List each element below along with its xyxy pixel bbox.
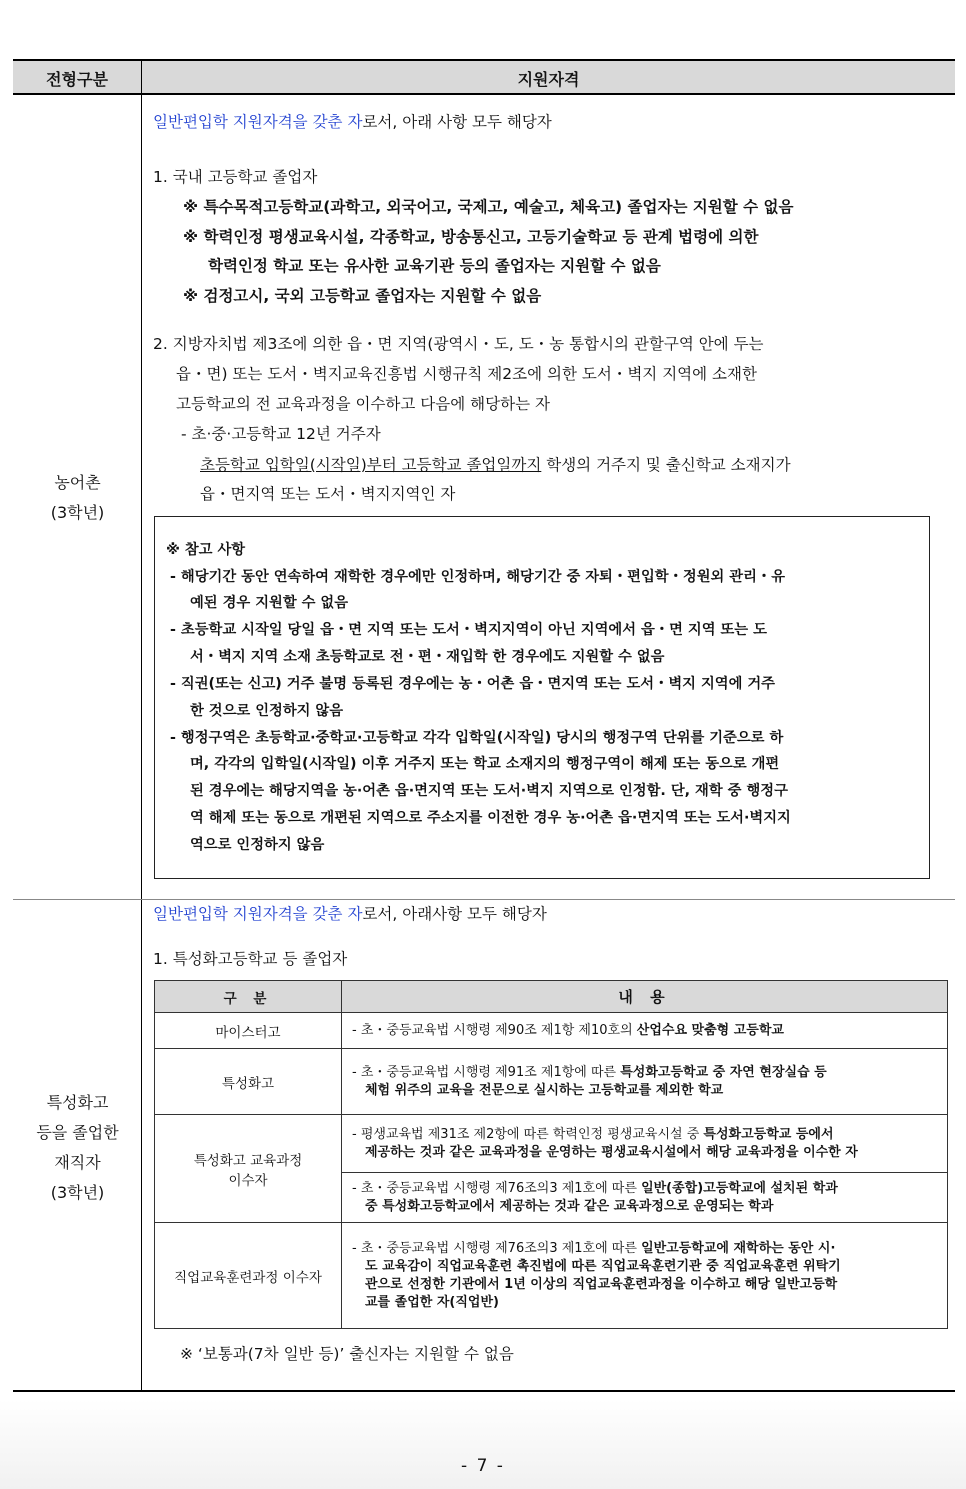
section1-item1-note: ※ 학력인정 평생교육시설, 각종학교, 방송통신고, 고등기술학교 등 관계 법령에 의한: [183, 228, 759, 246]
note-line: 한 것으로 인정하지 않음: [190, 703, 344, 719]
section1-item2-line: 읍・면) 또는 도서・벽지교육진흥법 시행규칙 제2조에 의한 도서・벽지 지역에 소재한: [176, 365, 757, 383]
section-divider: [13, 899, 955, 900]
section1-item2-line: - 초·중·고등학교 12년 거주자: [181, 425, 381, 443]
table-top-border: [13, 59, 955, 61]
note-line: 역 해제 또는 동으로 개편된 지역으로 주소지를 이전한 경우 농·어촌 읍·면지역 또는 도서·벽지지: [190, 810, 791, 826]
row-content: - 초・중등교육법 시행령 제76조의3 제1호에 따른 일반(종합)고등학교에 설치된 학과 중 특성화고등학교에서 제공하는 것과 같은 교육과정으로 운영되는 학과: [342, 1173, 948, 1223]
section1-item1-note: ※ 검정고시, 국외 고등학교 졸업자는 지원할 수 없음: [183, 287, 542, 305]
note-line: 서・벽지 지역 소재 초등학교로 전・편・재입학 한 경우에도 지원할 수 없음: [190, 649, 665, 665]
row-content: - 평생교육법 제31조 제2항에 따른 학력인정 평생교육시설 중 특성화고등학교 등에서 제공하는 것과 같은 교육과정을 운영하는 평생교육시설에서 해당 교육과정을 이수한 자: [342, 1115, 948, 1173]
section1-item2-last: 읍・면지역 또는 도서・벽지지역인 자: [200, 485, 456, 503]
section1-intro: 일반편입학 지원자격을 갖춘 자로서, 아래 사항 모두 해당자: [153, 113, 552, 131]
table-header-content: 내 용: [342, 981, 948, 1013]
table-row: [155, 1049, 948, 1115]
note-title: ※ 참고 사항: [166, 542, 246, 558]
specialized-school-table: [154, 980, 948, 1329]
section1-item2-line: 고등학교의 전 교육과정을 이수하고 다음에 해당하는 자: [176, 395, 550, 413]
row-content: - 초・중등교육법 시행령 제90조 제1항 제10호의 산업수요 맞춤형 고등학교: [342, 1013, 948, 1049]
header-col-qualification: 지원자격: [517, 70, 580, 89]
section2-item1-title: 1. 특성화고등학교 등 졸업자: [153, 950, 348, 968]
table-row: [155, 1115, 948, 1173]
section1-item1-note: ※ 특수목적고등학교(과학고, 외국어고, 국제고, 예술고, 체육고) 졸업자는 지원할 수 없음: [183, 198, 794, 216]
section1-item2-underline-line: 초등학교 입학일(시작일)부터 고등학교 졸업일까지 학생의 거주지 및 출신학교 소재지가: [200, 456, 791, 474]
note-line: 된 경우에는 해당지역을 농·어촌 읍·면지역 또는 도서·벽지 지역으로 인정함. 단, 재학 중 행정구: [190, 783, 788, 799]
table-bottom-border: [13, 1390, 955, 1392]
section1-item2-line: 2. 지방자치법 제3조에 의한 읍・면 지역(광역시・도, 도・농 통합시의 관할구역 안에 두는: [153, 335, 764, 353]
note-line: 예된 경우 지원할 수 없음: [190, 595, 349, 611]
section2-footnote: ※ ‘보통과(7차 일반 등)’ 출신자는 지원할 수 없음: [180, 1345, 514, 1363]
page-number: - 7 -: [461, 1456, 505, 1476]
section2-intro: 일반편입학 지원자격을 갖춘 자로서, 아래사항 모두 해당자: [153, 905, 547, 923]
note-line: 역으로 인정하지 않음: [190, 837, 325, 853]
header-col-category: 전형구분: [46, 70, 108, 89]
row-label: 특성화고: [155, 1049, 342, 1115]
header-bottom-border: [13, 93, 955, 95]
row-label: 특성화고 교육과정 이수자: [155, 1115, 342, 1223]
note-line: - 초등학교 시작일 당일 읍・면 지역 또는 도서・벽지지역이 아닌 지역에서 읍・면 지역 또는 도: [170, 622, 767, 638]
row-content: - 초・중등교육법 시행령 제91조 제1항에 따른 특성화고등학교 중 자연 현장실습 등 체험 위주의 교육을 전문으로 실시하는 고등학교를 제외한 학교: [342, 1049, 948, 1115]
table-row: [155, 1223, 948, 1329]
category-rural: 농어촌 (3학년): [50, 473, 105, 522]
row-content: - 초・중등교육법 시행령 제76조의3 제1호에 따른 일반고등학교에 재학하는 동안 시· 도 교육감이 직업교육훈련 촉진법에 따른 직업교육훈련기관 중 직업교육훈련 위탁기 관으로 선정한 기관에서 1년 이상의 직업교육훈련과정을 이수하고 해당 일반고등학 교를 졸업한 자(직업반): [342, 1223, 948, 1329]
table-header-row: [155, 981, 948, 1013]
table-header-category: 구 분: [155, 981, 342, 1013]
table-row: [155, 1013, 948, 1049]
note-line: - 해당기간 동안 연속하여 재학한 경우에만 인정하며, 해당기간 중 자퇴・편입학・정원외 관리・유: [170, 569, 786, 585]
row-label: 마이스터고: [155, 1013, 342, 1049]
note-line: - 행정구역은 초등학교·중학교·고등학교 각각 입학일(시작일) 당시의 행정구역 단위를 기준으로 하: [170, 730, 784, 746]
row-label: 직업교육훈련과정 이수자: [155, 1223, 342, 1329]
note-line: 며, 각각의 입학일(시작일) 이후 거주지 또는 학교 소재지의 행정구역이 해제 또는 동으로 개편: [190, 756, 780, 772]
category-specialized: 특성화고 등을 졸업한 재직자 (3학년): [36, 1093, 119, 1202]
section1-item1-title: 1. 국내 고등학교 졸업자: [153, 168, 318, 186]
note-line: - 직권(또는 신고) 거주 불명 등록된 경우에는 농・어촌 읍・면지역 또는 도서・벽지 지역에 거주: [170, 676, 775, 692]
section1-item1-note: 학력인정 학교 또는 유사한 교육기관 등의 졸업자는 지원할 수 없음: [208, 257, 661, 275]
